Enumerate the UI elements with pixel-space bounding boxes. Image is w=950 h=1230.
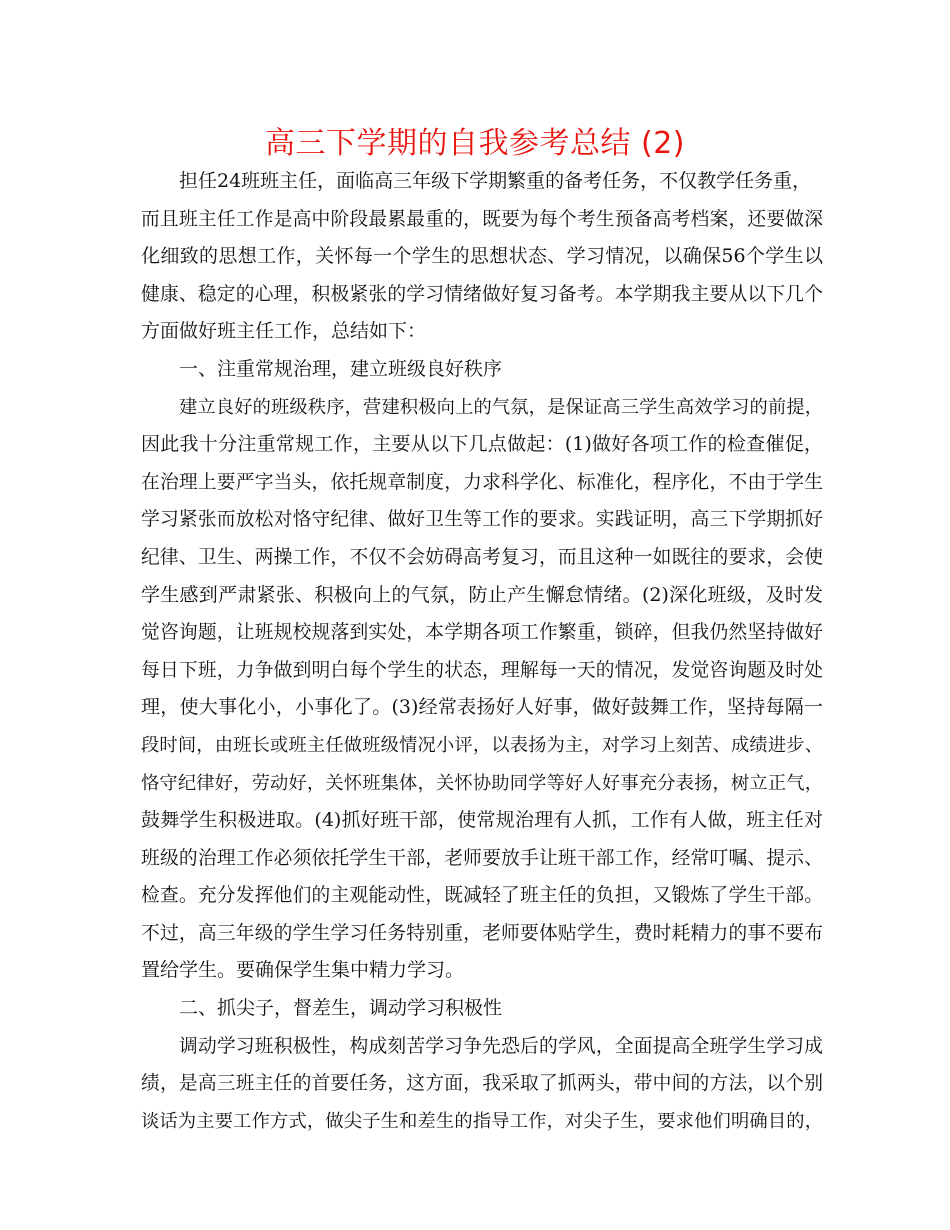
text-line: 班级的治理工作必须依托学生干部，老师要放手让班干部工作，经常叮嘱、提示、 <box>141 847 823 869</box>
text-line: 检查。充分发挥他们的主观能动性，既减轻了班主任的负担，又锻炼了学生干部。 <box>141 885 823 907</box>
text-line: 二、抓尖子，督差生，调动学习积极性 <box>179 997 503 1020</box>
text-line: 鼓舞学生积极进取。(4)抓好班干部，使常规治理有人抓，工作有人做，班主任对 <box>141 809 823 832</box>
text-line: 理，使大事化小，小事化了。(3)经常表扬好人好事，做好鼓舞工作，坚持每隔一 <box>141 696 823 719</box>
text-line: 而且班主任工作是高中阶段最累最重的，既要为每个考生预备高考档案，还要做深 <box>141 208 823 230</box>
text-line: 建立良好的班级秩序，营建积极向上的气氛，是保证高三学生高效学习的前提， <box>179 396 823 418</box>
text-line: 学习紧张而放松对恪守纪律、做好卫生等工作的要求。实践证明，高三下学期抓好 <box>141 509 823 531</box>
text-line: 担任24班班主任，面临高三年级下学期繁重的备考任务，不仅教学任务重， <box>179 170 812 192</box>
text-line: 因此我十分注重常规工作，主要从以下几点做起：(1)做好各项工作的检查催促， <box>141 433 823 456</box>
text-line: 不过，高三年级的学生学习任务特别重，老师要体贴学生，费时耗精力的事不要布 <box>141 922 823 944</box>
text-line: 每日下班，力争做到明白每个学生的状态，理解每一天的情况，发觉咨询题及时处 <box>141 659 823 681</box>
text-line: 一、注重常规治理，建立班级良好秩序 <box>179 357 503 380</box>
text-line: 化细致的思想工作，关怀每一个学生的思想状态、学习情况，以确保56个学生以 <box>141 245 823 268</box>
text-line: 纪律、卫生、两操工作，不仅不会妨碍高考复习，而且这种一如既往的要求，会使 <box>141 546 823 568</box>
text-line: 恪守纪律好，劳动好，关怀班集体，关怀协助同学等好人好事充分表扬，树立正气， <box>141 772 823 794</box>
text-line: 在治理上要严字当头，依托规章制度，力求科学化、标准化，程序化，不由于学生 <box>141 471 823 493</box>
text-line: 绩，是高三班主任的首要任务，这方面，我采取了抓两头，带中间的方法，以个别 <box>141 1073 823 1095</box>
text-line: 段时间，由班长或班主任做班级情况小评，以表扬为主，对学习上刻苦、成绩进步、 <box>141 734 823 756</box>
document-title: 高三下学期的自我参考总结 (2) <box>264 126 686 161</box>
text-line: 觉咨询题，让班规校规落到实处，本学期各项工作繁重，锁碎，但我仍然坚持做好 <box>141 622 823 644</box>
document-body <box>141 163 823 1140</box>
text-line: 调动学习班积极性，构成刻苦学习争先恐后的学风，全面提高全班学生学习成 <box>179 1035 823 1057</box>
text-line: 学生感到严肃紧张、积极向上的气氛，防止产生懈怠情绪。(2)深化班级，及时发 <box>141 583 823 606</box>
text-line: 置给学生。要确保学生集中精力学习。 <box>141 959 465 982</box>
text-line: 健康、稳定的心理，积极紧张的学习情绪做好复习备考。本学期我主要从以下几个 <box>141 283 823 305</box>
text-line: 谈话为主要工作方式，做尖子生和差生的指导工作，对尖子生，要求他们明确目的， <box>141 1110 823 1132</box>
text-line: 方面做好班主任工作，总结如下： <box>141 320 427 343</box>
